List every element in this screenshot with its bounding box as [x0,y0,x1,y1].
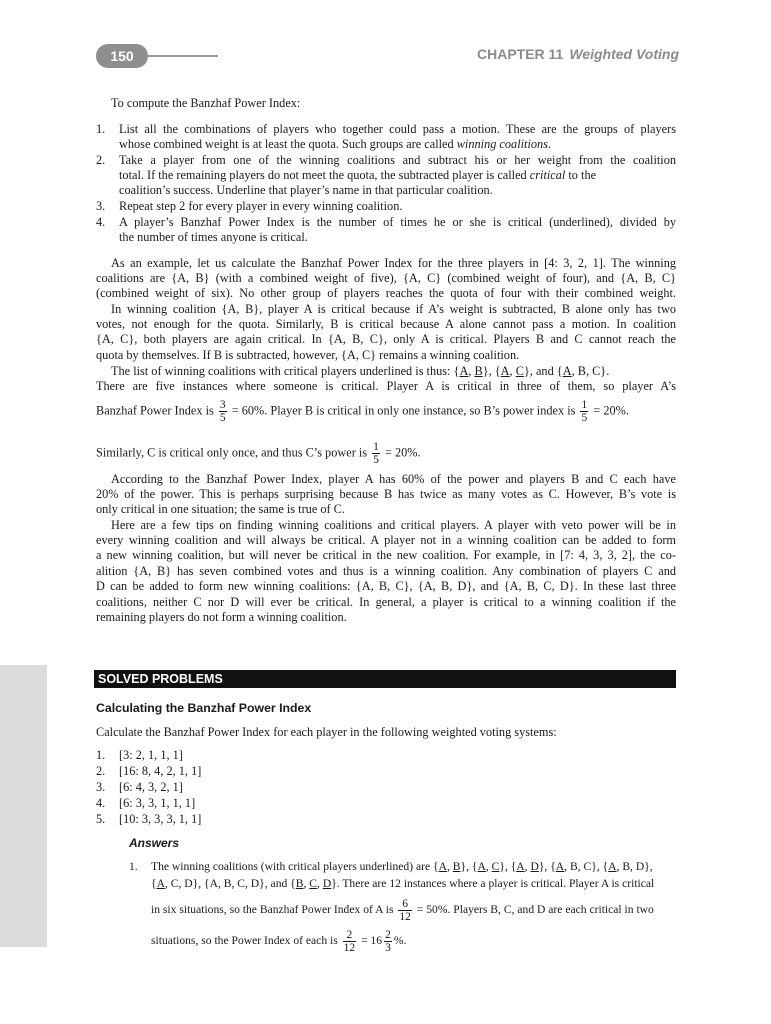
body-line-with-fraction: Banzhaf Power Index is $\frac{3}{5}$ = 60%. Player B is critical in only one instance, so B’s power index is $\frac{1}{5}$ = 20%. [96,399,629,424]
step-text: Repeat step 2 for every player in every winning coalition. [119,199,403,213]
step-text: A player’s Banzhaf Power Index is the number of times he or she is critical (underlined), divided by [119,215,676,229]
fraction: $\frac{1}{5}$ [581,399,588,424]
body-line: quota by themselves. If B is subtracted, however, {A, C} remains a winning coalition. [96,348,520,362]
step-text: coalition’s success. Underline that player’s name in that particular coalition. [119,183,493,197]
body-line: coalitions are {A, B} (with a combined weight of five), {A, C} (combined weight of four), and {A, B, C} [96,271,676,285]
step-text: the number of times anyone is critical. [119,230,308,244]
body-line: (combined weight of six). No other group of players reaches the quota of four with their combined weight. [96,286,676,300]
fraction: $\frac{3}{5}$ [219,399,226,424]
body-line: D can be added to form new winning coalitions: {A, B, C}, {A, B, D}, and {A, B, C, D}. In these last three [96,579,676,593]
answer-number: 1. [129,860,138,873]
problem-number: 3. [96,780,106,794]
problem-number: 5. [96,812,106,826]
step-number: 3. [96,199,106,213]
body-line: a new winning coalition, but will never be critical in the new coalition. For example, in [7: 4, 3, 3, 2], the co- [96,548,676,562]
body-line: {A, C}, both players are again critical. In {A, B, C}, only A is critical. Players B and C cannot reach the [96,332,676,346]
answer-line: {A, C, D}, {A, B, C, D}, and {B, C, D}. There are 12 instances where a player is critical. Player A is critical [151,877,655,890]
step-text: Take a player from one of the winning coalitions and subtract his or her weight from the coalition [119,153,676,167]
body-line: In winning coalition {A, B}, player A is critical because if A’s weight is subtracted, B alone only has two [111,302,676,316]
problem-number: 1. [96,748,106,762]
problem-text: [10: 3, 3, 3, 1, 1] [119,812,202,826]
problem-text: [6: 3, 3, 1, 1, 1] [119,796,196,810]
fraction: $\frac{2}{3}$ [385,929,391,954]
step-text: total. If the remaining players do not meet the quota, the subtracted player is called critical to the [119,168,597,182]
section-subheading: Calculating the Banzhaf Power Index [96,701,312,715]
body-line: every winning coalition and will always be critical. A player not in a winning coalition can be added to form [96,533,676,547]
chapter-label: CHAPTER 11 [476,46,564,62]
fraction: $\frac{6}{12}$ [399,898,411,923]
page-number-badge: 150 [96,44,148,68]
answer-line-with-fraction: in six situations, so the Banzhaf Power Index of A is $\frac{6}{12}$ = 50%. Players B, C, and D are each critical in two [151,898,654,923]
chapter-title: Weighted Voting [569,46,679,62]
answer-line-with-fraction: situations, so the Power Index of each is $\frac{2}{12}$ = 16 $\frac{2}{3}$ %. [151,929,407,954]
body-line: The list of winning coalitions with critical players underlined is thus: {A, B}, {A, C}, and {A, B, C}. [111,364,610,378]
answer-line: The winning coalitions (with critical players underlined) are {A, B}, {A, C}, {A, D}, {A, B, C}, {A, B, D}, [151,860,653,873]
problem-text: [6: 4, 3, 2, 1] [119,780,183,794]
problem-number: 2. [96,764,106,778]
step-number: 2. [96,153,106,167]
fraction: $\frac{2}{12}$ [343,929,356,954]
problem-text: [16: 8, 4, 2, 1, 1] [119,764,202,778]
body-line: votes, not enough for the quota. Similarly, B is critical because A alone cannot pass a motion. In coalition [96,317,676,331]
body-line: only critical in one situation; the same is true of C. [96,502,345,516]
body-line-with-fraction: Similarly, C is critical only once, and thus C’s power is $\frac{1}{5}$ = 20%. [96,441,421,466]
body-line: As an example, let us calculate the Banzhaf Power Index for the three players in [4: 3, 2, 1]. The winning [111,256,676,270]
intro-line: To compute the Banzhaf Power Index: [111,96,301,110]
answers-label: Answers [129,836,180,850]
step-text: List all the combinations of players who together could pass a motion. These are the groups of players [119,122,676,136]
step-text: whose combined weight is at least the quota. Such groups are called winning coalitions. [119,137,552,151]
problem-text: [3: 2, 1, 1, 1] [119,748,183,762]
body-line: coalitions, neither C nor D will ever be critical. In general, a player is critical to a winning coalition if the [96,595,676,609]
step-number: 1. [96,122,106,136]
body-line: 20% of the power. This is perhaps surprising because B has twice as many votes as C. However, B’s vote is [96,487,676,501]
header-rule [148,55,218,57]
running-header [477,46,679,62]
body-line: There are five instances where someone is critical. Player A is critical in three of them, so player A’s [96,379,676,393]
fraction: $\frac{1}{5}$ [373,441,379,466]
side-thumb-tab [0,665,47,947]
solved-problems-heading: SOLVED PROBLEMS [94,670,676,688]
problem-prompt: Calculate the Banzhaf Power Index for each player in the following weighted voting systems: [96,725,557,739]
body-line: According to the Banzhaf Power Index, player A has 60% of the power and players B and C each have [111,472,676,486]
step-number: 4. [96,215,106,229]
body-line: Here are a few tips on finding winning coalitions and critical players. A player with veto power will be in [111,518,676,532]
body-line: remaining players do not form a winning coalition. [96,610,347,624]
body-line: alition {A, B} has seven combined votes and thus is a winning coalition. Any combination of players C and [96,564,676,578]
problem-number: 4. [96,796,106,810]
